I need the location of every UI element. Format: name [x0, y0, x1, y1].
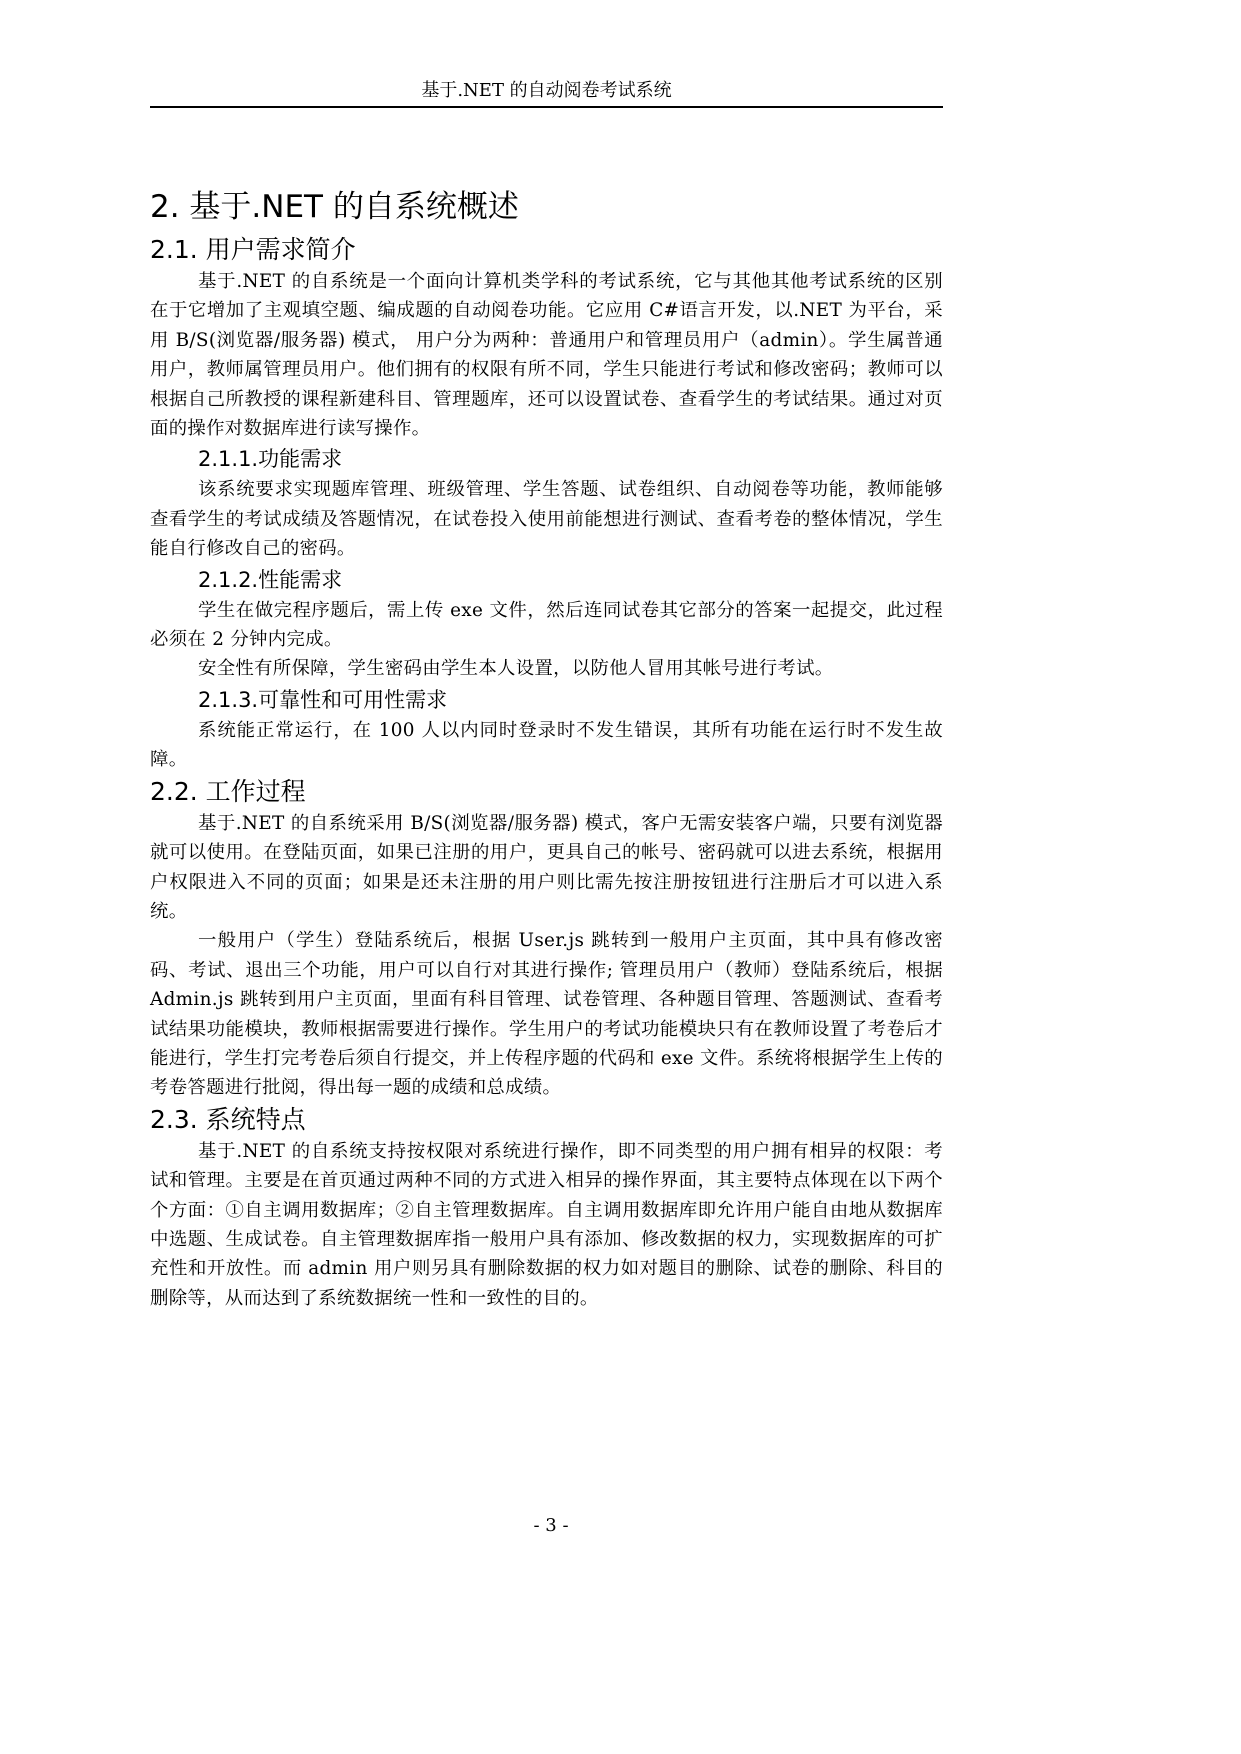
section-2-1-2-paragraph-1: 学生在做完程序题后，需上传 exe 文件，然后连同试卷其它部分的答案一起提交，此过程必须在 2 分钟内完成。 — [150, 599, 943, 651]
section-2-2-heading: 2.2. 工作过程 — [150, 776, 306, 806]
section-2-3-paragraph: 基于.NET 的自系统支持按权限对系统进行操作，即不同类型的用户拥有相异的权限：考试和管理。主要是在首页通过两种不同的方式进入相异的操作界面，其主要特点体现在以下两个个方面：①自主调用数据库；②自主管理数据库。自主调用数据库即允许用户能自由地从数据库中选题、生成试卷。自主管理数据库指一般用户具有添加、修改数据的权力，实现数据库的可扩充性和开放性。而 admin 用户则另具有删除数据的权力如对题目的删除、试卷的删除、科目的删除等，从而达到了系统数据统一性和一致性的目的。 — [150, 1140, 943, 1309]
section-2-1-1-heading: 2.1.1.功能需求 — [198, 447, 343, 472]
page-body — [150, 183, 943, 1313]
section-2-heading: 2. 基于.NET 的自系统概述 — [150, 189, 519, 225]
section-2-3-heading: 2.3. 系统特点 — [150, 1104, 306, 1134]
running-header: 基于.NET 的自动阅卷考试系统 — [421, 80, 672, 101]
header-divider — [150, 106, 943, 108]
section-2-1-heading: 2.1. 用户需求简介 — [150, 235, 356, 264]
section-2-2-paragraph-1: 基于.NET 的自系统采用 B/S(浏览器/服务器) 模式，客户无需安装客户端，只要有浏览器就可以使用。在登陆页面，如果已注册的用户，更具自己的帐号、密码就可以进去系统，根据用户权限进入不同的页面；如果是还未注册的用户则比需先按注册按钮进行注册后才可以进入系统。 — [150, 812, 943, 922]
section-2-1-1-paragraph: 该系统要求实现题库管理、班级管理、学生答题、试卷组织、自动阅卷等功能，教师能够查看学生的考试成绩及答题情况，在试卷投入使用前能想进行测试、查看考卷的整体情况，学生能自行修改自己的密码。 — [150, 479, 943, 560]
section-2-1-3-heading: 2.1.3.可靠性和可用性需求 — [198, 687, 448, 712]
section-2-1-3-paragraph: 系统能正常运行，在 100 人以内同时登录时不发生错误，其所有功能在运行时不发生故障。 — [150, 719, 943, 771]
section-2-2-paragraph-2: 一般用户（学生）登陆系统后，根据 User.js 跳转到一般用户主页面，其中具有修改密码、考试、退出三个功能，用户可以自行对其进行操作; 管理员用户（教师）登陆系统后，根据 Admin.js 跳转到用户主页面，里面有科目管理、试卷管理、各种题目管理、答题测试、查看考试结果功能模块，教师根据需要进行操作。学生用户的考试功能模块只有在教师设置了考卷后才能进行，学生打完考卷后须自行提交，并上传程序题的代码和 exe 文件。系统将根据学生上传的考卷答题进行批阅，得出每一题的成绩和总成绩。 — [150, 930, 943, 1099]
section-2-1-2-heading: 2.1.2.性能需求 — [198, 567, 343, 592]
section-2-1-2-paragraph-2: 安全性有所保障，学生密码由学生本人设置，以防他人冒用其帐号进行考试。 — [198, 658, 834, 680]
section-2-1-paragraph: 基于.NET 的自系统是一个面向计算机类学科的考试系统，它与其他其他考试系统的区别在于它增加了主观填空题、编成题的自动阅卷功能。它应用 C#语言开发，以.NET 为平台，采用 B/S(浏览器/服务器) 模式， 用户分为两种：普通用户和管理员用户（admin）。学生属普通用户，教师属管理员用户。他们拥有的权限有所不同，学生只能进行考试和修改密码；教师可以根据自己所教授的课程新建科目、管理题库，还可以设置试卷、查看学生的考试结果。通过对页面的操作对数据库进行读写操作。 — [150, 271, 943, 440]
page-number: - 3 - — [533, 1515, 569, 1536]
